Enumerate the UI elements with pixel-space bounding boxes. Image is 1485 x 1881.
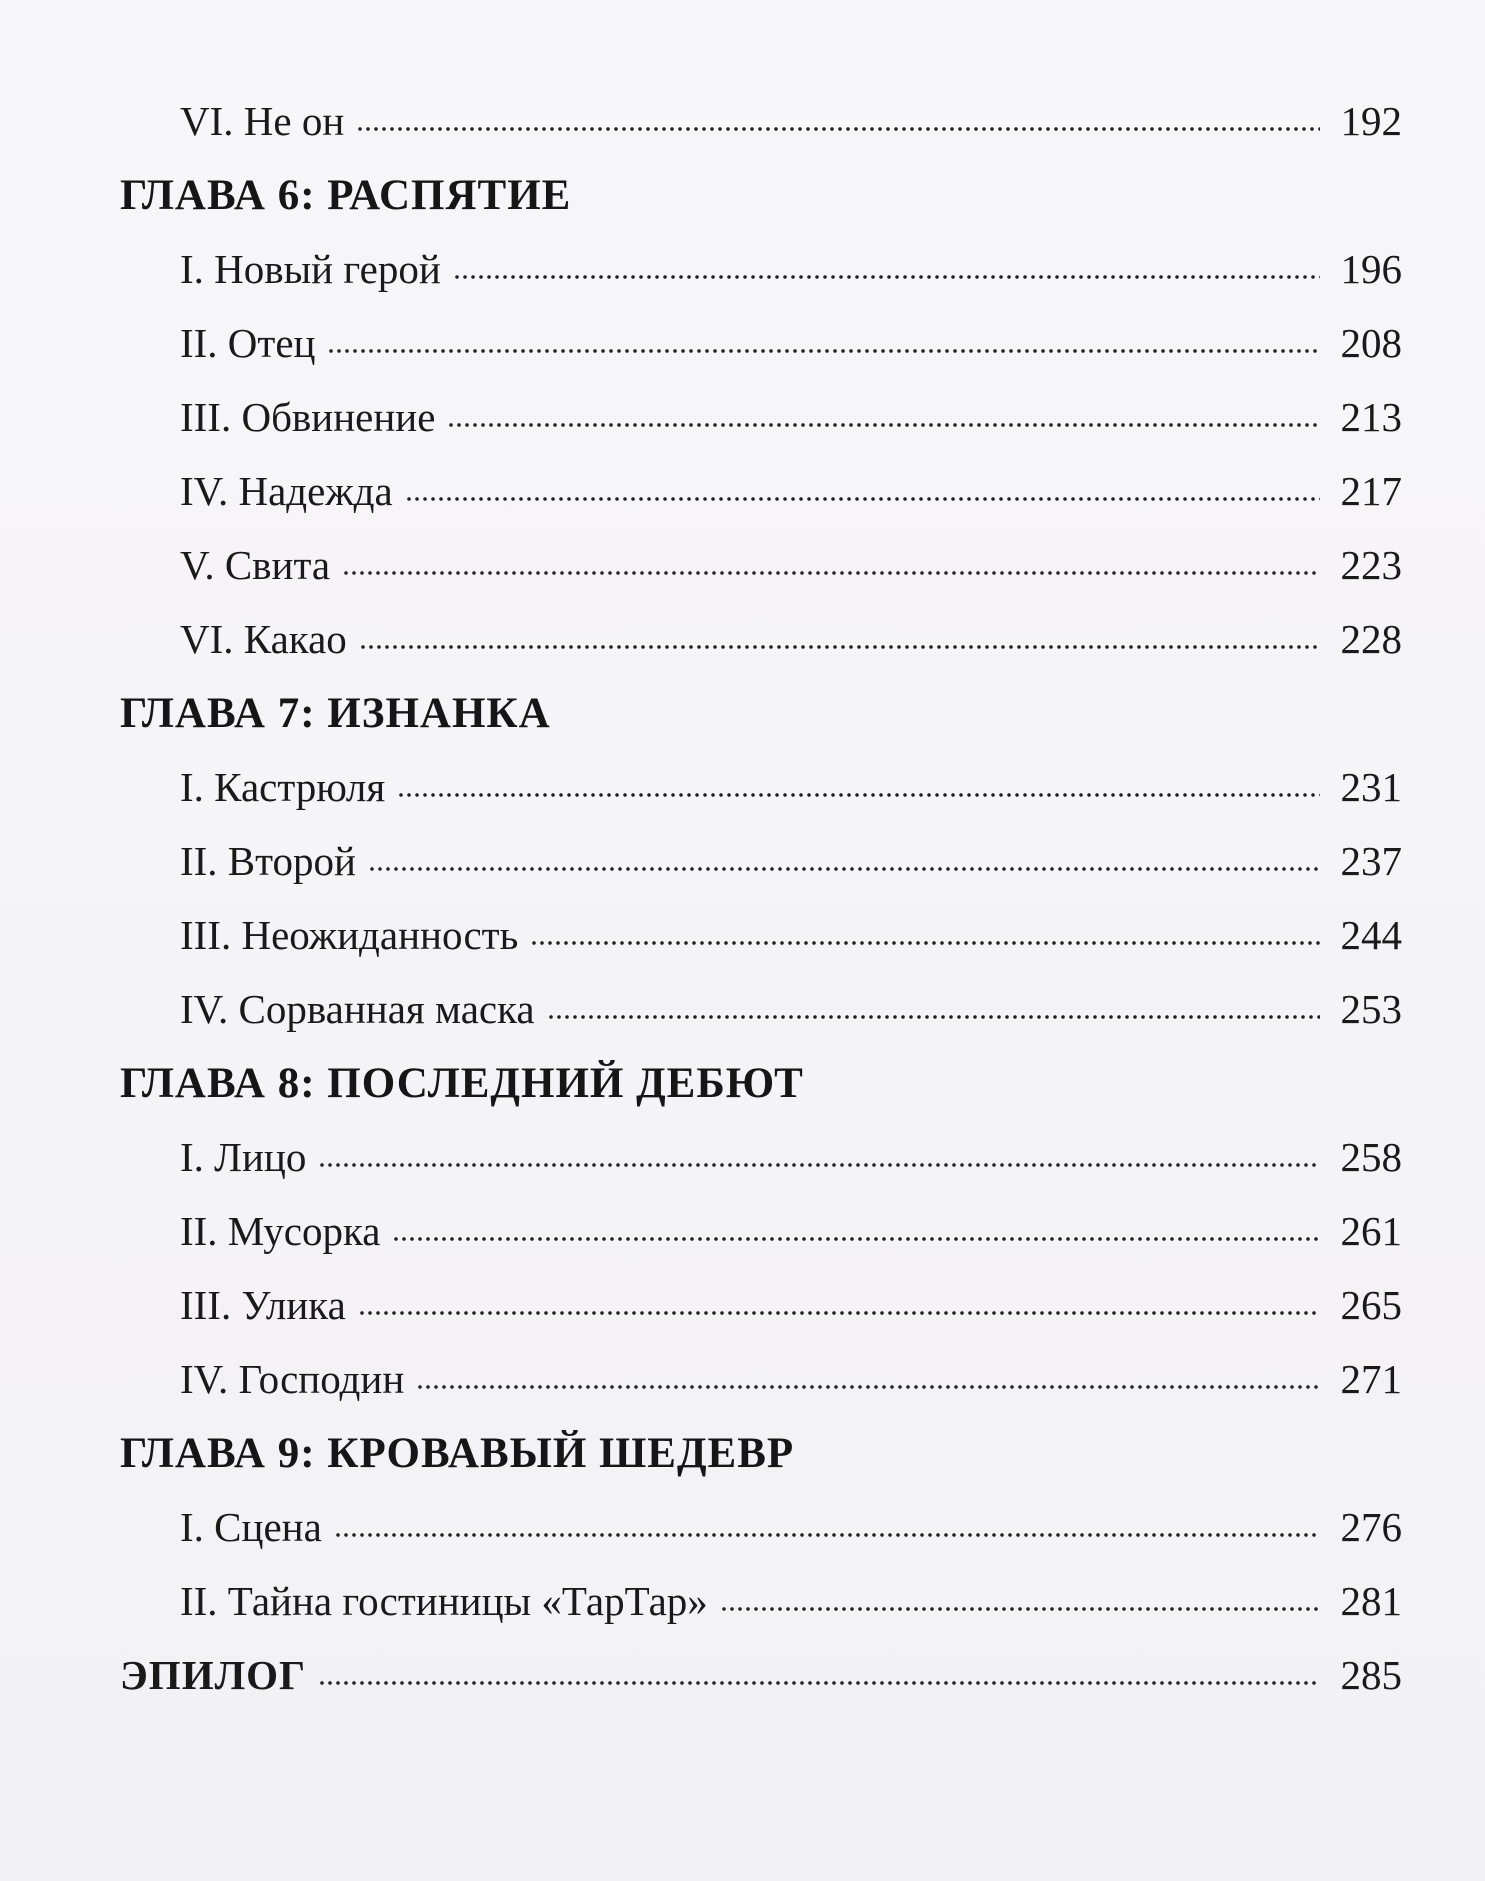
toc-page-number: 271 bbox=[1340, 1356, 1402, 1402]
chapter-heading: ГЛАВА 7: ИЗНАНКА bbox=[120, 689, 551, 737]
toc-entry bbox=[120, 84, 1402, 158]
dot-leader bbox=[358, 1310, 1320, 1316]
toc-page-number: 192 bbox=[1340, 98, 1402, 144]
toc-entry bbox=[120, 1564, 1402, 1638]
toc-entry bbox=[120, 306, 1402, 380]
toc-entry bbox=[120, 1120, 1402, 1194]
toc-page-number: 244 bbox=[1340, 912, 1402, 958]
toc-page-number: 253 bbox=[1340, 986, 1402, 1032]
dot-leader bbox=[342, 570, 1320, 576]
toc-page-number: 196 bbox=[1340, 246, 1402, 292]
toc-entry-title: V. Свита bbox=[180, 542, 331, 588]
chapter-heading: ГЛАВА 6: РАСПЯТИЕ bbox=[120, 171, 572, 219]
table-of-contents bbox=[120, 84, 1402, 1712]
toc-entry bbox=[120, 454, 1402, 528]
toc-page-number: 213 bbox=[1340, 394, 1402, 440]
dot-leader bbox=[318, 1162, 1320, 1168]
chapter-heading: ГЛАВА 8: ПОСЛЕДНИЙ ДЕБЮТ bbox=[120, 1059, 804, 1107]
toc-entry bbox=[120, 1194, 1402, 1268]
toc-entry-title: II. Мусорка bbox=[180, 1208, 381, 1254]
toc-page-number: 231 bbox=[1340, 764, 1402, 810]
toc-entry-title: II. Второй bbox=[180, 838, 356, 884]
toc-entry bbox=[120, 1342, 1402, 1416]
toc-page-number: 217 bbox=[1340, 468, 1402, 514]
dot-leader bbox=[720, 1606, 1320, 1612]
dot-leader bbox=[453, 274, 1320, 280]
epilogue-title: ЭПИЛОГ bbox=[120, 1652, 307, 1698]
dot-leader bbox=[530, 940, 1320, 946]
dot-leader bbox=[318, 1680, 1320, 1686]
toc-entry-title: IV. Сорванная маска bbox=[180, 986, 535, 1032]
toc-entry bbox=[120, 898, 1402, 972]
toc-entry-title: IV. Надежда bbox=[180, 468, 393, 514]
toc-entry bbox=[120, 528, 1402, 602]
toc-entry-title: I. Лицо bbox=[180, 1134, 307, 1180]
dot-leader bbox=[397, 792, 1320, 798]
toc-page-number: 281 bbox=[1340, 1578, 1402, 1624]
dot-leader bbox=[368, 866, 1320, 872]
dot-leader bbox=[547, 1014, 1320, 1020]
toc-entry-title: III. Неожиданность bbox=[180, 912, 519, 958]
epilogue-entry bbox=[120, 1638, 1402, 1712]
toc-page-number: 276 bbox=[1340, 1504, 1402, 1550]
dot-leader bbox=[392, 1236, 1320, 1242]
dot-leader bbox=[356, 126, 1320, 132]
toc-entry-title: II. Отец bbox=[180, 320, 316, 366]
dot-leader bbox=[327, 348, 1320, 354]
toc-entry bbox=[120, 232, 1402, 306]
toc-page-number: 228 bbox=[1340, 616, 1402, 662]
toc-page-number: 285 bbox=[1340, 1652, 1402, 1698]
toc-entry-title: I. Новый герой bbox=[180, 246, 441, 292]
dot-leader bbox=[405, 496, 1320, 502]
toc-page-number: 265 bbox=[1340, 1282, 1402, 1328]
toc-page-number: 223 bbox=[1340, 542, 1402, 588]
toc-entry bbox=[120, 602, 1402, 676]
chapter-heading: ГЛАВА 9: КРОВАВЫЙ ШЕДЕВР bbox=[120, 1429, 795, 1477]
toc-entry bbox=[120, 1268, 1402, 1342]
dot-leader bbox=[359, 644, 1320, 650]
toc-entry bbox=[120, 972, 1402, 1046]
toc-entry-title: IV. Господин bbox=[180, 1356, 405, 1402]
toc-entry-title: I. Сцена bbox=[180, 1504, 322, 1550]
toc-page-number: 258 bbox=[1340, 1134, 1402, 1180]
toc-entry bbox=[120, 824, 1402, 898]
toc-page-number: 208 bbox=[1340, 320, 1402, 366]
toc-entry-title: II. Тайна гостиницы «ТарТар» bbox=[180, 1578, 708, 1624]
toc-entry-title: III. Улика bbox=[180, 1282, 346, 1328]
toc-entry bbox=[120, 380, 1402, 454]
toc-page-number: 237 bbox=[1340, 838, 1402, 884]
toc-entry bbox=[120, 750, 1402, 824]
toc-entry-title: VI. Какао bbox=[180, 616, 347, 662]
dot-leader bbox=[447, 422, 1320, 428]
toc-entry-title: III. Обвинение bbox=[180, 394, 436, 440]
toc-page-number: 261 bbox=[1340, 1208, 1402, 1254]
dot-leader bbox=[416, 1384, 1320, 1390]
toc-entry bbox=[120, 1490, 1402, 1564]
toc-entry-title: VI. Не он bbox=[180, 98, 345, 144]
dot-leader bbox=[334, 1532, 1320, 1538]
toc-entry-title: I. Кастрюля bbox=[180, 764, 386, 810]
